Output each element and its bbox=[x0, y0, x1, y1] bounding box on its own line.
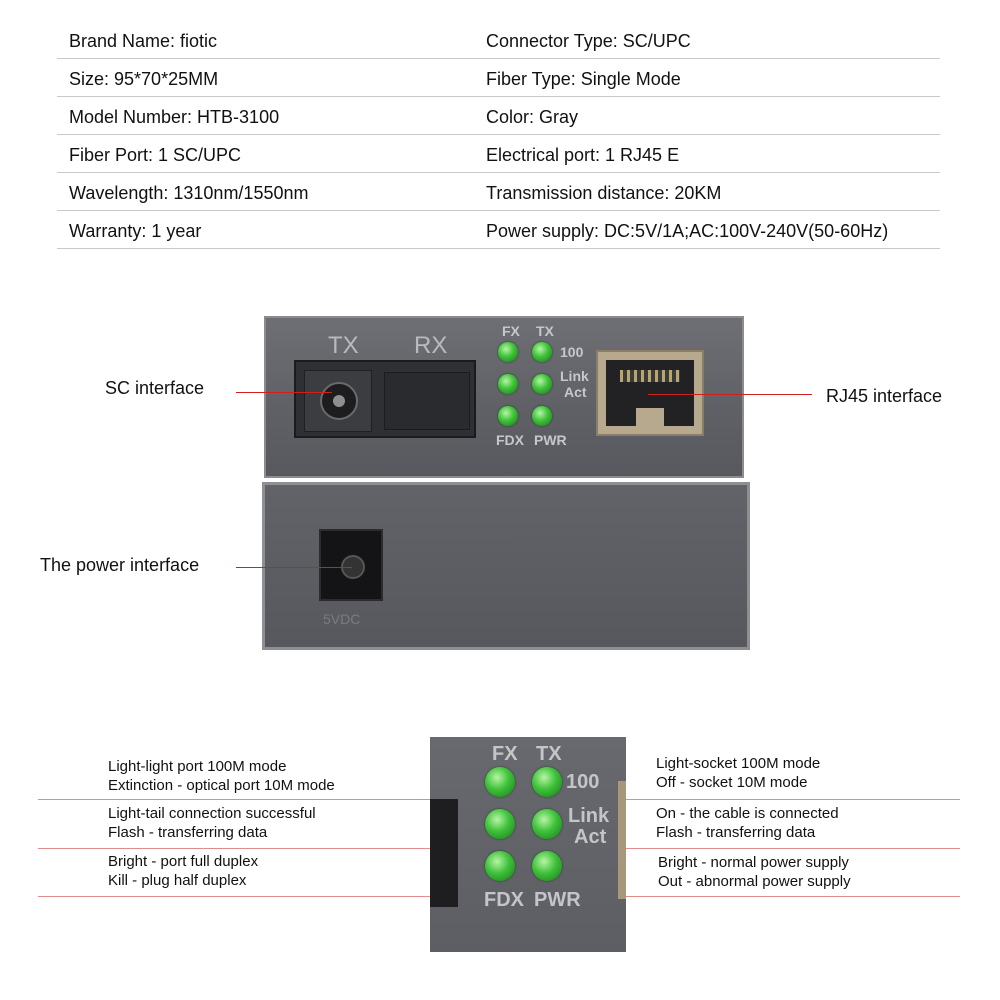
spec-row bbox=[57, 173, 940, 211]
legend-line: Flash - transferring data bbox=[656, 824, 816, 841]
spec-table bbox=[57, 21, 940, 249]
spec-model-number: Model Number: HTB-3100 bbox=[69, 107, 280, 127]
sc-port bbox=[294, 360, 476, 438]
device-back-panel bbox=[262, 482, 750, 650]
legend-line: On - the cable is connected bbox=[656, 805, 839, 822]
led-label-tx: TX bbox=[536, 323, 554, 339]
zoom-led-link-act bbox=[532, 809, 562, 839]
zoom-label-fx: FX bbox=[492, 743, 518, 765]
legend-row3-left bbox=[108, 852, 258, 890]
zoom-led-link-fiber bbox=[485, 809, 515, 839]
spec-wavelength: Wavelength: 1310nm/1550nm bbox=[69, 183, 309, 203]
zoom-led-tx bbox=[532, 767, 562, 797]
legend-row3-right bbox=[658, 853, 851, 891]
spec-fiber-port: Fiber Port: 1 SC/UPC bbox=[69, 145, 242, 165]
spec-color: Color: Gray bbox=[486, 107, 579, 127]
spec-transmission-distance: Transmission distance: 20KM bbox=[486, 183, 722, 203]
led-fdx bbox=[498, 406, 518, 426]
legend-line: Bright - port full duplex bbox=[108, 853, 259, 870]
power-interface-callout: The power interface bbox=[40, 555, 200, 575]
rj45-socket-icon bbox=[606, 360, 694, 426]
legend-row2-right bbox=[656, 804, 839, 842]
led-tx bbox=[532, 342, 552, 362]
tx-label: TX bbox=[328, 332, 359, 359]
spec-row bbox=[57, 135, 940, 173]
zoom-label-tx: TX bbox=[536, 743, 562, 765]
spec-row bbox=[57, 21, 940, 59]
spec-power-supply: Power supply: DC:5V/1A;AC:100V-240V(50-60Hz) bbox=[486, 221, 889, 241]
led-pwr bbox=[532, 406, 552, 426]
spec-brand: Brand Name: fiotic bbox=[69, 31, 218, 51]
sc-ferrule-icon bbox=[320, 382, 358, 420]
sc-rx-socket bbox=[384, 372, 470, 430]
led-link-act bbox=[532, 374, 552, 394]
legend-row1-right bbox=[656, 754, 820, 792]
spec-fiber-type: Fiber Type: Single Mode bbox=[486, 69, 681, 89]
legend-line: Light-light port 100M mode bbox=[108, 758, 287, 775]
legend-row2-left bbox=[108, 804, 316, 842]
legend-line: Bright - normal power supply bbox=[658, 854, 849, 871]
led-label-fx: FX bbox=[502, 323, 520, 339]
dc-label: 5VDC bbox=[323, 611, 361, 627]
zoom-led-fdx bbox=[485, 851, 515, 881]
led-label-fdx: FDX bbox=[496, 432, 524, 448]
led-label-act: Act bbox=[564, 384, 587, 400]
legend-line: Light-tail connection successful bbox=[108, 805, 316, 822]
legend-line: Light-socket 100M mode bbox=[656, 755, 821, 772]
rj45-callout-line bbox=[648, 394, 812, 395]
dc-power-jack bbox=[319, 529, 383, 601]
legend-line: Flash - transferring data bbox=[108, 824, 268, 841]
led-zoom-panel bbox=[430, 737, 626, 952]
rj45-port-edge bbox=[618, 781, 626, 899]
led-label-link: Link bbox=[560, 368, 589, 384]
zoom-led-pwr bbox=[532, 851, 562, 881]
sc-callout-line bbox=[236, 392, 332, 393]
power-callout-line bbox=[236, 567, 352, 568]
led-link-fiber bbox=[498, 374, 518, 394]
legend-line: Out - abnormal power supply bbox=[658, 873, 851, 890]
sc-tx-socket bbox=[304, 370, 372, 432]
rj45-interface-callout: RJ45 interface bbox=[826, 386, 943, 406]
led-label-100: 100 bbox=[560, 344, 584, 360]
zoom-led-fx bbox=[485, 767, 515, 797]
led-label-pwr: PWR bbox=[534, 432, 567, 448]
rj45-port bbox=[596, 350, 704, 436]
legend-line: Kill - plug half duplex bbox=[108, 872, 247, 889]
sc-interface-callout: SC interface bbox=[105, 378, 205, 398]
spec-warranty: Warranty: 1 year bbox=[69, 221, 202, 241]
spec-size: Size: 95*70*25MM bbox=[69, 69, 219, 89]
spec-connector-type: Connector Type: SC/UPC bbox=[486, 31, 691, 51]
spec-electrical-port: Electrical port: 1 RJ45 E bbox=[486, 145, 680, 165]
legend-line: Extinction - optical port 10M mode bbox=[108, 777, 335, 794]
zoom-label-link: Link bbox=[568, 805, 610, 827]
sc-port-edge bbox=[430, 799, 458, 907]
spec-row bbox=[57, 59, 940, 97]
legend-line: Off - socket 10M mode bbox=[656, 774, 808, 791]
led-fx bbox=[498, 342, 518, 362]
device-front-panel bbox=[264, 316, 744, 478]
zoom-label-pwr: PWR bbox=[534, 889, 581, 911]
spec-row bbox=[57, 97, 940, 135]
legend-row1-left bbox=[108, 757, 335, 795]
zoom-label-100: 100 bbox=[566, 771, 600, 793]
rx-label: RX bbox=[414, 332, 448, 359]
spec-row bbox=[57, 211, 940, 249]
zoom-label-fdx: FDX bbox=[484, 889, 524, 911]
zoom-label-act: Act bbox=[574, 826, 607, 848]
